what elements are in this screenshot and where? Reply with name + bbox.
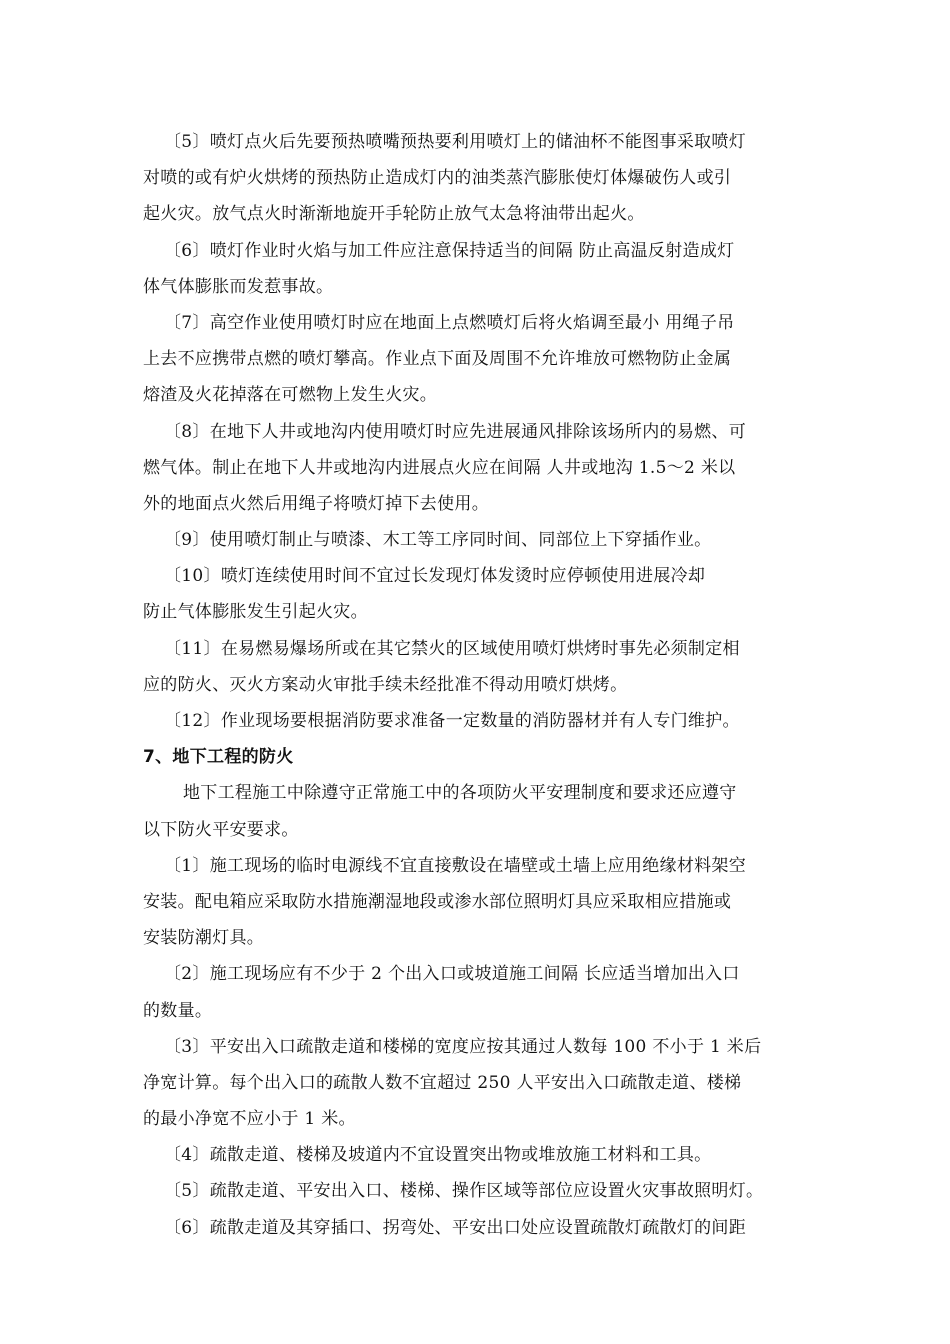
text-line: 〔3〕平安出入口疏散走道和楼梯的宽度应按其通过人数每 100 不小于 1 米后 [164, 1036, 762, 1057]
text-line: 净宽计算。每个出入口的疏散人数不宜超过 250 人平安出入口疏散走道、楼梯 [143, 1072, 742, 1093]
text-line: 上去不应携带点燃的喷灯攀高。作业点下面及周围不允许堆放可燃物防止金属 [143, 349, 732, 370]
text-line: 〔10〕喷灯连续使用时间不宜过长发现灯体发烫时应停顿使用进展冷却 [164, 566, 706, 587]
text-line: 〔7〕高空作业使用喷灯时应在地面上点燃喷灯后将火焰调至最小 用绳子吊 [164, 312, 735, 333]
section-heading: 7、地下工程的防火 [143, 747, 294, 768]
text-line: 〔8〕在地下人井或地沟内使用喷灯时应先进展通风排除该场所内的易燃、可 [164, 421, 747, 442]
text-line: 熔渣及火花掉落在可燃物上发生火灾。 [143, 385, 438, 406]
text-line: 燃气体。制止在地下人井或地沟内进展点火应在间隔 人井或地沟 1.5～2 米以 [143, 457, 736, 478]
text-line: 〔12〕作业现场要根据消防要求准备一定数量的消防器材并有人专门维护。 [164, 711, 740, 731]
text-line: 〔6〕喷灯作业时火焰与加工件应注意保持适当的间隔 防止高温反射造成灯 [164, 240, 735, 261]
text-line: 以下防火平安要求。 [143, 819, 299, 840]
text-line: 地下工程施工中除遵守正常施工中的各项防火平安理制度和要求还应遵守 [183, 783, 737, 804]
text-line: 体气体膨胀而发惹事故。 [143, 276, 334, 297]
document-page [143, 124, 815, 1246]
text-line: 安装。配电箱应采取防水措施潮湿地段或渗水部位照明灯具应采取相应措施或 [143, 891, 732, 912]
text-line: 对喷的或有炉火烘烤的预热防止造成灯内的油类蒸汽膨胀使灯体爆破伤人或引 [143, 168, 732, 189]
text-line: 〔2〕施工现场应有不少于 2 个出入口或坡道施工间隔 长应适当增加出入口 [164, 964, 740, 985]
text-line: 的数量。 [143, 1000, 213, 1021]
text-line: 〔9〕使用喷灯制止与喷漆、木工等工序同时间、同部位上下穿插作业。 [164, 530, 712, 551]
text-line: 起火灾。放气点火时渐渐地旋开手轮防止放气太急将油带出起火。 [143, 204, 645, 225]
text-line: 〔11〕在易燃易爆场所或在其它禁火的区域使用喷灯烘烤时事先必须制定相 [164, 638, 740, 659]
text-line: 应的防火、灭火方案动火审批手续未经批准不得动用喷灯烘烤。 [143, 674, 628, 695]
text-line: 〔5〕疏散走道、平安出入口、楼梯、操作区域等部位应设置火灾事故照明灯。 [164, 1181, 764, 1202]
text-line: 〔1〕施工现场的临时电源线不宜直接敷设在墙壁或土墙上应用绝缘材料架空 [164, 855, 747, 876]
text-line: 外的地面点火然后用绳子将喷灯掉下去使用。 [143, 493, 489, 514]
text-line: 〔4〕疏散走道、楼梯及坡道内不宜设置突出物或堆放施工材料和工具。 [164, 1145, 712, 1166]
text-line: 〔6〕疏散走道及其穿插口、拐弯处、平安出口处应设置疏散灯疏散灯的间距 [164, 1217, 747, 1238]
text-line: 安装防潮灯具。 [143, 928, 265, 949]
text-line: 的最小净宽不应小于 1 米。 [143, 1109, 356, 1130]
text-line: 〔5〕喷灯点火后先要预热喷嘴预热要利用喷灯上的储油杯不能图事采取喷灯 [164, 132, 747, 152]
text-line: 防止气体膨胀发生引起火灾。 [143, 602, 368, 623]
